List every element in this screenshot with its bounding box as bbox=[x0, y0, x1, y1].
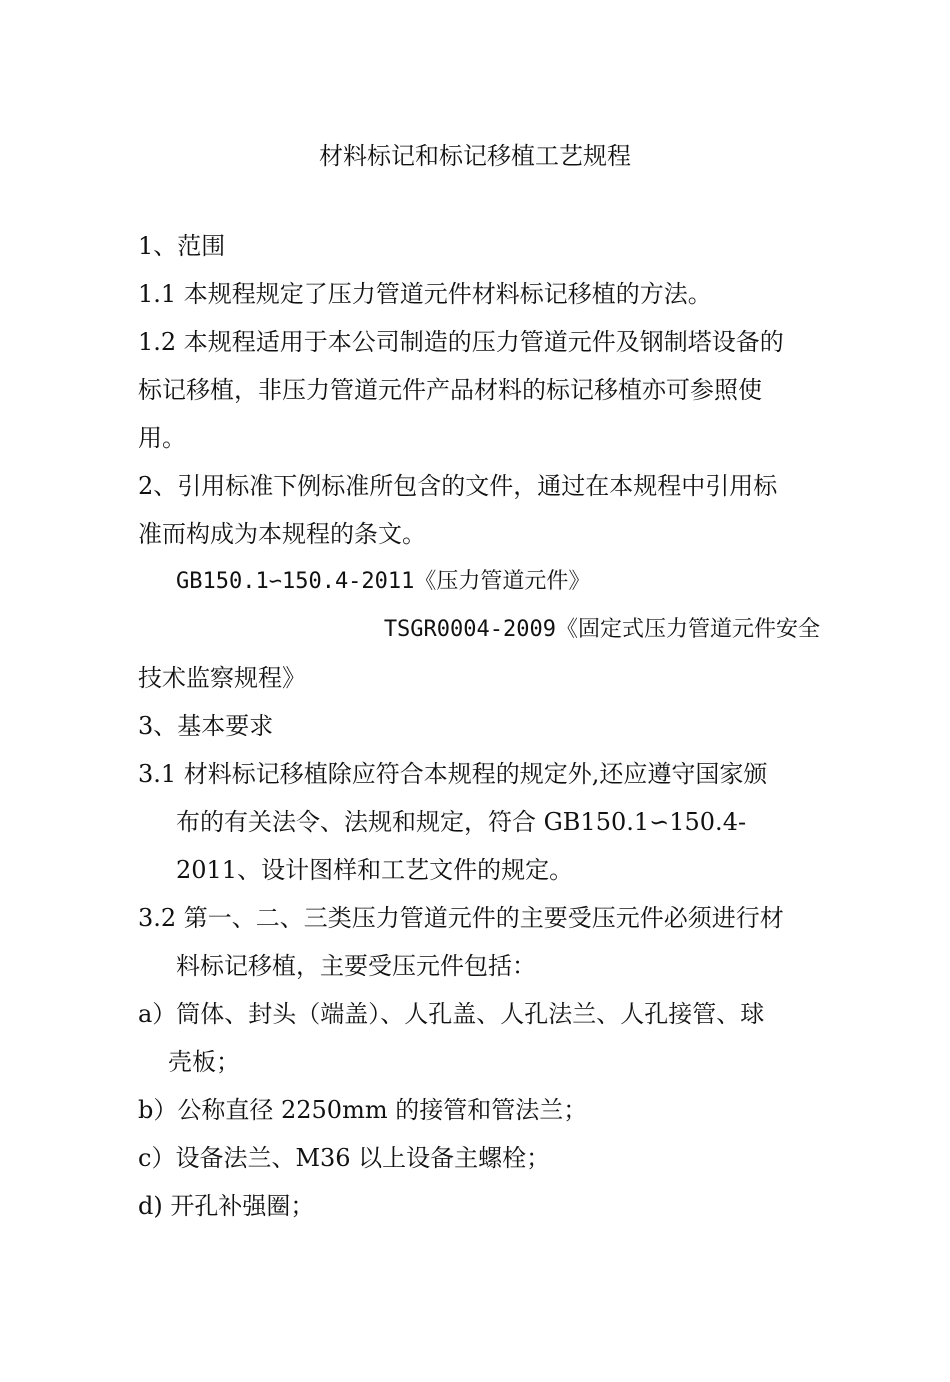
clause-1-2-line-2: 标记移植，非压力管道元件产品材料的标记移植亦可参照使 bbox=[138, 376, 762, 404]
list-item-d: d) 开孔补强圈； bbox=[138, 1192, 315, 1220]
document-title: 材料标记和标记移植工艺规程 bbox=[319, 142, 631, 170]
list-item-a-line-1: a）筒体、封头（端盖）、人孔盖、人孔法兰、人孔接管、球 bbox=[138, 1000, 765, 1028]
reference-standard-gb150: GB150.1∽150.4-2011《压力管道元件》 bbox=[176, 569, 591, 594]
list-item-a-line-2: 壳板； bbox=[168, 1048, 240, 1076]
section-2-line-2: 准而构成为本规程的条文。 bbox=[138, 520, 426, 548]
clause-1-2-line-1: 1.2 本规程适用于本公司制造的压力管道元件及钢制塔设备的 bbox=[138, 328, 784, 356]
reference-standard-tsg-line-1: TSGR0004-2009《固定式压力管道元件安全 bbox=[383, 617, 820, 642]
clause-1-1: 1.1 本规程规定了压力管道元件材料标记移植的方法。 bbox=[138, 280, 712, 308]
section-1-heading: 1、范围 bbox=[138, 232, 226, 260]
clause-3-2-line-1: 3.2 第一、二、三类压力管道元件的主要受压元件必须进行材 bbox=[138, 904, 784, 932]
section-3-heading: 3、基本要求 bbox=[138, 712, 274, 740]
clause-3-1-line-3: 2011、设计图样和工艺文件的规定。 bbox=[176, 856, 574, 884]
list-item-b: b）公称直径 2250mm 的接管和管法兰； bbox=[138, 1096, 588, 1124]
reference-standard-tsg-line-2: 技术监察规程》 bbox=[138, 664, 306, 692]
list-item-c: c）设备法兰、M36 以上设备主螺栓； bbox=[138, 1144, 551, 1172]
clause-3-2-line-2: 料标记移植，主要受压元件包括： bbox=[176, 952, 536, 980]
clause-1-2-line-3: 用。 bbox=[138, 424, 186, 452]
clause-3-1-line-1: 3.1 材料标记移植除应符合本规程的规定外,还应遵守国家颁 bbox=[138, 760, 768, 788]
clause-3-1-line-2: 布的有关法令、法规和规定，符合 GB150.1∽150.4- bbox=[176, 808, 747, 836]
section-2-line-1: 2、引用标准下例标准所包含的文件，通过在本规程中引用标 bbox=[138, 472, 778, 500]
